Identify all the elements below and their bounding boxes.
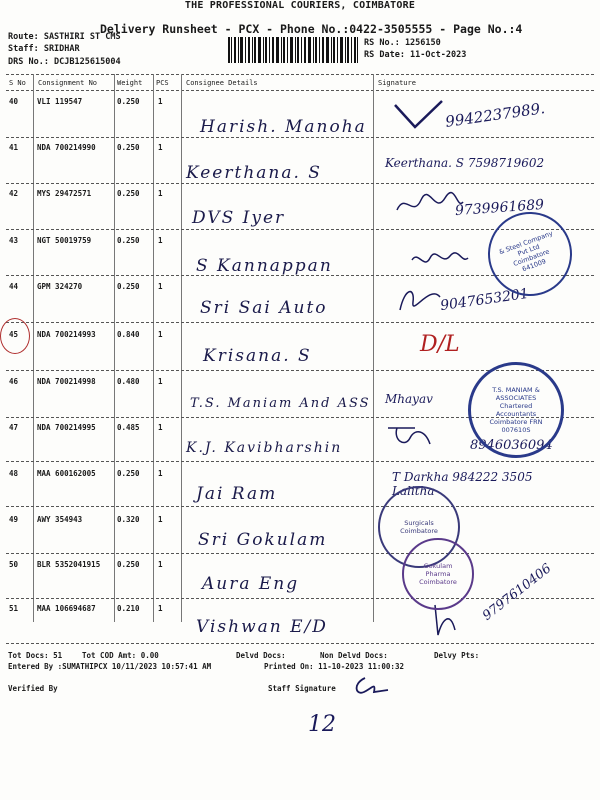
row-consignee-handwritten: DVS Iyer — [192, 208, 286, 228]
row-sno: 44 — [9, 282, 19, 291]
row-consignee-handwritten: Aura Eng — [202, 574, 300, 594]
row-weight: 0.320 — [117, 515, 140, 524]
row-consignee-handwritten: Krisana. S — [203, 346, 312, 366]
row-pcs: 1 — [158, 423, 163, 432]
row-consignment-no: NGT 50019759 — [37, 236, 92, 245]
row-weight: 0.485 — [117, 423, 140, 432]
row-divider — [6, 137, 594, 138]
row-pcs: 1 — [158, 143, 163, 152]
row-signature: T Darkha 984222 3505 Lalitha — [392, 470, 533, 498]
rs-number: RS No.: 1256150 — [364, 38, 441, 48]
row-sno: 40 — [9, 97, 19, 106]
row-consignee-handwritten: K.J. Kavibharshin — [186, 440, 343, 456]
runsheet-title: Delivery Runsheet - PCX - Phone No.:0422-3505555 - Page No.:4 — [100, 22, 523, 36]
row-consignee-handwritten: S Kannappan — [196, 256, 333, 276]
row-pcs: 1 — [158, 469, 163, 478]
row-weight: 0.210 — [117, 604, 140, 613]
row-sno: 45 — [9, 330, 19, 339]
row-signature: Mhayav — [385, 392, 433, 406]
row-sno: 43 — [9, 236, 19, 245]
row-sno: 41 — [9, 143, 19, 152]
row-consignee-handwritten: Harish. Manoha — [200, 117, 367, 137]
printed-on: Printed On: 11-10-2023 11:00:32 — [264, 662, 404, 671]
row-signature: Keerthana. S 7598719602 — [385, 156, 545, 170]
col-divider — [181, 74, 182, 622]
row-pcs: 1 — [158, 330, 163, 339]
total-cod: Tot COD Amt: 0.00 — [82, 651, 159, 660]
row-sno: 42 — [9, 189, 19, 198]
row-weight: 0.250 — [117, 97, 140, 106]
row-consignee-handwritten: Keerthana. S — [186, 163, 322, 183]
non-delivered-docs: Non Delvd Docs: — [320, 651, 388, 660]
delivered-docs: Delvd Docs: — [236, 651, 286, 660]
row-consignment-no: NDA 700214998 — [37, 377, 96, 386]
verified-by-label: Verified By — [8, 684, 58, 693]
row-consignment-no: MYS 29472571 — [37, 189, 92, 198]
row-signature: 8946036094 — [470, 438, 553, 453]
row-pcs: 1 — [158, 604, 163, 613]
drs-label: DRS No.: DCJB125615004 — [8, 57, 121, 67]
stamp-text: Gokulam Pharma Coimbatore — [419, 562, 457, 586]
col-header-weight: Weight — [117, 79, 143, 87]
row-sno: 47 — [9, 423, 19, 432]
row-signature: 9739961689 — [454, 196, 545, 220]
col-header-consignment: Consignment No — [38, 79, 98, 87]
signature-scribble — [390, 95, 450, 135]
row-pcs: 1 — [158, 560, 163, 569]
row-pcs: 1 — [158, 282, 163, 291]
col-divider — [153, 74, 154, 622]
col-header-pcs: PCS — [156, 79, 169, 87]
row-weight: 0.250 — [117, 236, 140, 245]
delivery-points: Delvy Pts: — [434, 651, 480, 660]
table-top-rule — [6, 74, 594, 75]
row-pcs: 1 — [158, 377, 163, 386]
pharma-stamp — [402, 538, 474, 610]
col-header-sno: S No — [9, 79, 26, 87]
row-consignment-no: MAA 106694687 — [37, 604, 96, 613]
barcode — [228, 37, 358, 63]
row-consignee-handwritten: Vishwan E/D — [196, 617, 328, 637]
row-consignment-no: NDA 700214995 — [37, 423, 96, 432]
row-consignee-handwritten: Sri Sai Auto — [200, 298, 328, 318]
signature-scribble — [385, 420, 435, 450]
signature-scribble — [395, 282, 445, 312]
row-divider — [6, 553, 594, 554]
row-consignment-no: NDA 700214990 — [37, 143, 96, 152]
staff-signature-scribble — [350, 674, 390, 698]
signature-scribble — [410, 248, 470, 273]
row-divider — [6, 322, 594, 323]
row-consignment-no: BLR 5352041915 — [37, 560, 101, 569]
table-header-rule — [6, 90, 594, 91]
total-docs: Tot Docs: 51 — [8, 651, 63, 660]
row-divider — [6, 643, 594, 644]
handwritten-page-number: 12 — [308, 712, 336, 737]
row-consignment-no: VLI 119547 — [37, 97, 83, 106]
company-name: THE PROFESSIONAL COURIERS, COIMBATORE — [184, 0, 416, 11]
row-weight: 0.480 — [117, 377, 140, 386]
rs-date: RS Date: 11-Oct-2023 — [364, 50, 467, 60]
row-weight: 0.840 — [117, 330, 140, 339]
row-signature: D/L — [420, 332, 460, 357]
staff-label: Staff: SRIDHAR — [8, 44, 80, 54]
row-weight: 0.250 — [117, 282, 140, 291]
col-divider — [33, 74, 34, 622]
row-pcs: 1 — [158, 97, 163, 106]
row-consignment-no: GPM 324270 — [37, 282, 83, 291]
route-label: Route: SASTHIRI ST CMS — [8, 32, 121, 42]
row-sno: 50 — [9, 560, 19, 569]
row-divider — [6, 183, 594, 184]
row-consignment-no: MAA 600162005 — [37, 469, 96, 478]
row-signature: 9047653201 — [439, 285, 530, 315]
row-consignment-no: AWY 354943 — [37, 515, 83, 524]
row-sno: 46 — [9, 377, 19, 386]
row-consignee-handwritten: T.S. Maniam And ASS — [190, 396, 371, 411]
row-sno: 49 — [9, 515, 19, 524]
row-sno: 48 — [9, 469, 19, 478]
row-signature: 9797610406 — [480, 561, 555, 624]
row-pcs: 1 — [158, 236, 163, 245]
row-pcs: 1 — [158, 189, 163, 198]
row-weight: 0.250 — [117, 560, 140, 569]
row-divider — [6, 461, 594, 462]
row-weight: 0.250 — [117, 189, 140, 198]
stamp-text: T.S. MANIAM & ASSOCIATES Chartered Accountants Coimbatore FRN 007610S — [489, 386, 543, 434]
row-weight: 0.250 — [117, 143, 140, 152]
col-divider — [114, 74, 115, 622]
row-signature: 9942237989. — [444, 99, 546, 131]
stamp-text: Surgicals Coimbatore — [400, 519, 438, 535]
row-consignee-handwritten: Sri Gokulam — [198, 530, 328, 550]
row-consignee-handwritten: Jai Ram — [196, 484, 278, 504]
col-header-consignee: Consignee Details — [186, 79, 258, 87]
row-sno: 51 — [9, 604, 19, 613]
signature-scribble — [395, 190, 465, 220]
row-divider — [6, 506, 594, 507]
row-pcs: 1 — [158, 515, 163, 524]
col-divider — [373, 74, 374, 622]
staff-signature-label: Staff Signature — [268, 684, 336, 693]
row-consignment-no: NDA 700214993 — [37, 330, 96, 339]
col-header-signature: Signature — [378, 79, 416, 87]
entered-by: Entered By :SUMATHIPCX 10/11/2023 10:57:41 AM — [8, 662, 212, 671]
stamp-text: & Steel Company Pvt Ltd Coimbatore 641009 — [497, 229, 554, 274]
ca-firm-stamp — [468, 362, 564, 458]
row-weight: 0.250 — [117, 469, 140, 478]
